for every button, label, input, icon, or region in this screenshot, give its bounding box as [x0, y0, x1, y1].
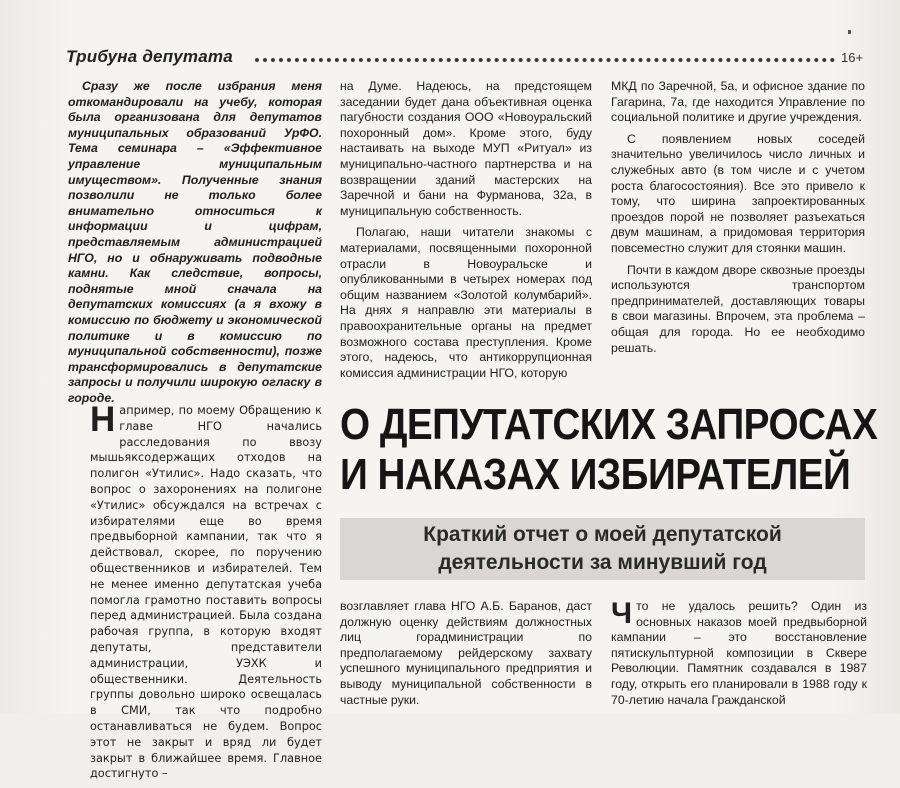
column1-paragraph [90, 400, 322, 782]
column5-paragraph [611, 599, 867, 708]
column4-paragraph: возглавляет глава НГО А.Б. Баранов, даст должную оценку действиям должностных лиц горадминистрации по предполагаемому рейдерскому захвату успешного муниципального предприятия и выводу муниципальной собственности в частные руки. [340, 599, 592, 707]
article-subheadline [340, 518, 865, 577]
column5-text: то не удалось решить? Один из основных наказов моей предвыборной кампании – это восстановление пятискульптурной композиции в Сквере Революции. Памятник создавался в 1987 году, открыть его планировали в 1988 году к 70-летию начала Гражданской [611, 599, 867, 707]
drop-cap: Ч [611, 597, 633, 630]
column2-paragraph-2: Полагаю, наши читатели знакомы с материалами, посвященными похоронной отрасли в Новоуральске и опубликованными в четырех номерах под общим названием «Золотой колумбарий». На днях я направлю эти материалы в правоохранительные органы на предмет возможного состава преступления. Кроме этого, надеюсь, что антикоррупционная комиссия администрации НГО, которую [340, 225, 592, 380]
column2-paragraph-1: на Думе. Надеюсь, на предстоящем заседании будет дана объективная оценка пагубности создания ООО «Новоуральский похоронный дом». Кроме этого, буду настаивать на выходе МУП «Ритуал» из муниципально-частного партнерства и на возвращении зданий мастерских на Заречной и бани на Фурманова, 32а, в муниципальную собственность. [340, 79, 592, 218]
article-column-4 [340, 599, 592, 714]
intro-column [68, 79, 322, 412]
article-column-1 [90, 400, 322, 788]
intro-paragraph: Сразу же после избрания меня откомандировали на учебу, которая была организована для депутатов муниципальных образований УрФО. Тема семинара – «Эффективное управление муниципальным имуществом». Полученные знания позволили не только более внимательно относиться к информации и цифрам, представляемым администрацией НГО, но и обнаруживать подводные камни. Как следствие, вопросы, поднятые мной сначала на депутатских комиссиях (а я вхожу в комиссию по бюджету и экономической политике и в комиссию по муниципальной собственности), позже трансформировались в депутатские запросы и получили широкую огласку в городе. [68, 79, 322, 405]
column3-paragraph-1: МКД по Заречной, 5а, и офисное здание по Гагарина, 7а, где находится Управление по социальной политике и другие учреждения. [611, 79, 865, 125]
column3-paragraph-2: С появлением новых соседей значительно увеличилось число личных и служебных авто (в том числе и с учетом роста благосостояния). Все это привело к тому, что ширина запроектированных проездов порой не позволяет разъехаться двум машинам, а придомовая территория повсеместно служит для стоянки машин. [611, 131, 865, 255]
headline-line-1: О ДЕПУТАТСКИХ ЗАПРОСАХ [340, 400, 878, 449]
subhead-line-1: Краткий отчет о моей депутатской [423, 523, 782, 546]
header-dotted-rule [255, 58, 835, 62]
article-column-5 [611, 599, 867, 714]
subhead-line-2: деятельности за минувший год [438, 551, 767, 574]
article-headline [340, 400, 878, 500]
headline-line-2: И НАКАЗАХ ИЗБИРАТЕЛЕЙ [340, 450, 851, 499]
column3-paragraph-3: Почти в каждом дворе сквозные проезды используются транспортом предпринимателей, доставляющих товары в свои магазины. Впрочем, эта проблема – общая для города. Но ее необходимо решать. [611, 262, 865, 355]
age-rating-badge: 16+ [841, 50, 864, 65]
article-column-3 [611, 79, 865, 362]
print-mark [848, 30, 851, 34]
drop-cap: Н [90, 400, 116, 439]
section-title: Трибуна депутата [66, 47, 233, 66]
column1-text: апример, по моему Обращению к главе НГО начались расследования по ввозу мышьяксодержащих отходов на полигон «Утилис». Надо сказать, что вопрос о захоронениях на полигоне «Утилис» обсуждался на встречах с избирателями еще во время предвыборной кампании, так что я действовал, скорее, по поручению общественников и избирателей. Тем не менее именно депутатская учеба помогла грамотно поставить вопросы перед администрацией. Была создана рабочая группа, в которую входят депутаты, представители администрации, УЭХК и общественники. Деятельность группы довольно широко освещалась в СМИ, так что подробно останавливаться не будем. Вопрос этот не закрыт и вряд ли будет закрыт в ближайшее время. Главное достигнуто – [90, 404, 322, 781]
article-column-2 [340, 79, 592, 387]
